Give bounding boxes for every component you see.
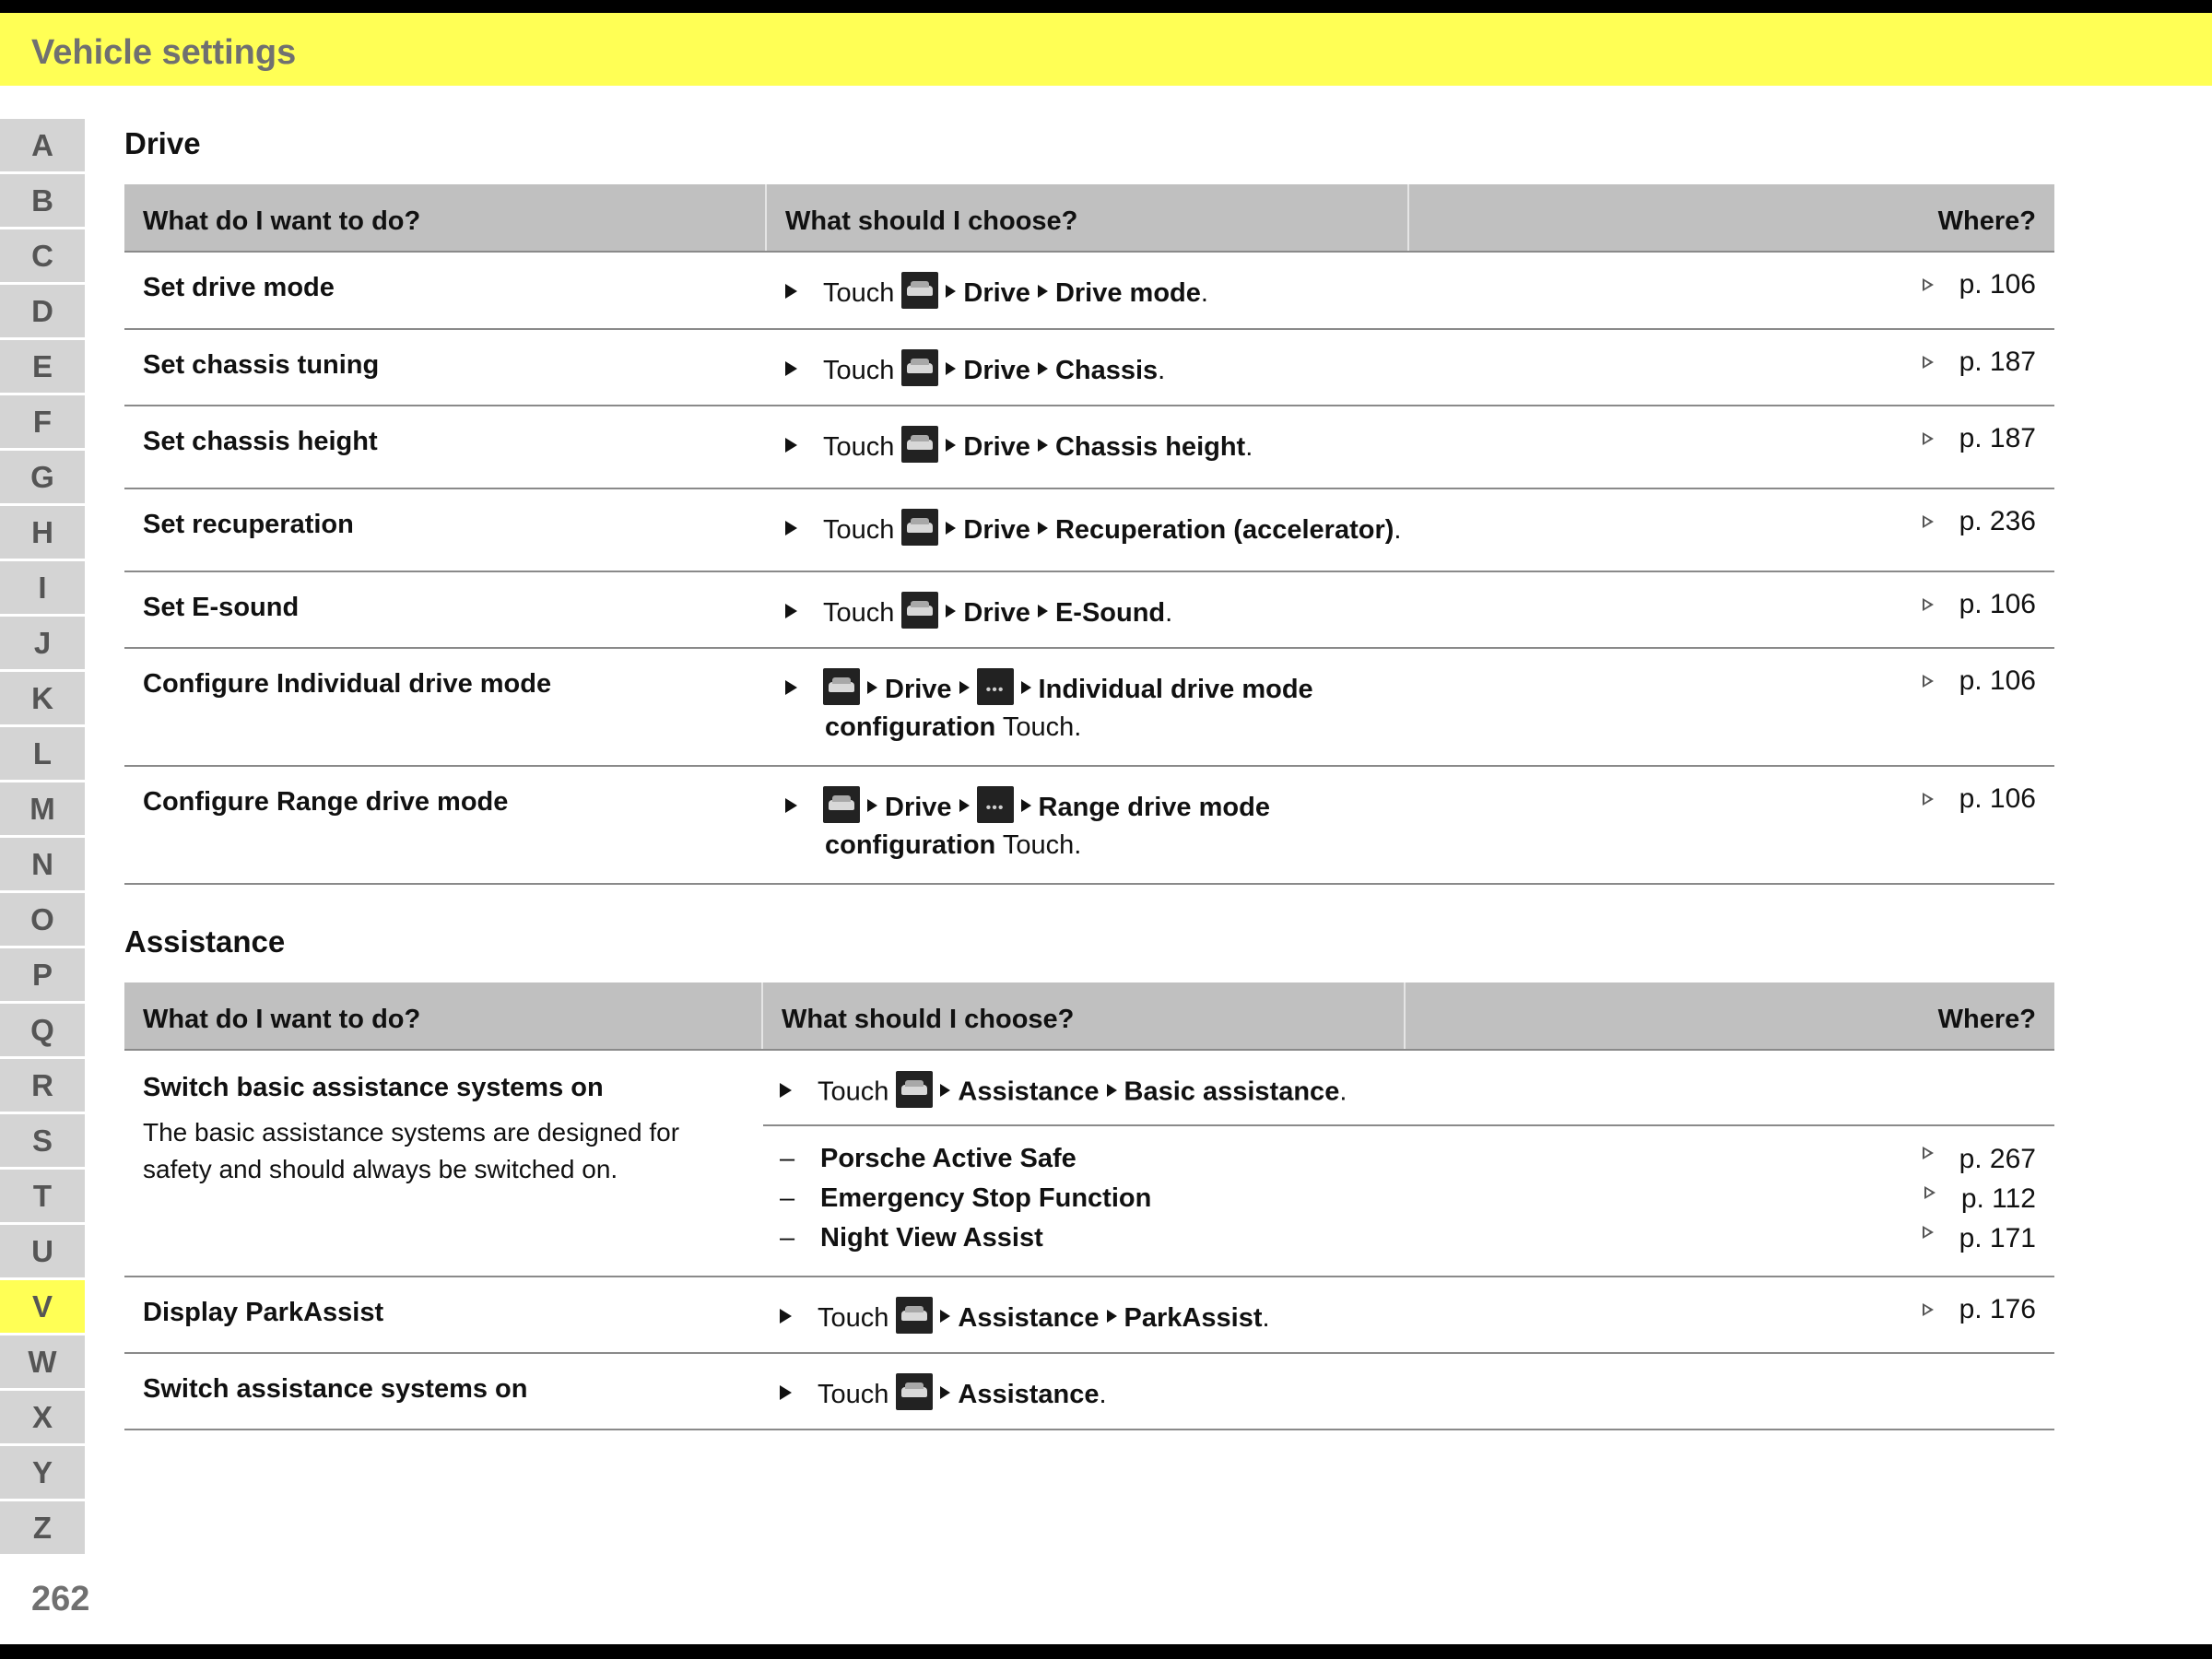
index-letter-i[interactable]: I bbox=[0, 561, 85, 614]
arrow-right-icon bbox=[959, 681, 970, 694]
index-letter-c[interactable]: C bbox=[0, 229, 85, 282]
table-row bbox=[124, 767, 2054, 885]
arrow-right-icon bbox=[1038, 522, 1048, 535]
page-reference-empty bbox=[1907, 1354, 2054, 1429]
column-header-where: Where? bbox=[1937, 1005, 2036, 1034]
arrow-right-icon bbox=[1107, 1084, 1117, 1097]
index-letter-n[interactable]: N bbox=[0, 838, 85, 890]
menu-item: Drive bbox=[963, 356, 1030, 385]
index-letter-l[interactable]: L bbox=[0, 727, 85, 780]
sub-items bbox=[763, 1126, 2054, 1258]
index-letter-y[interactable]: Y bbox=[0, 1446, 85, 1499]
table-row bbox=[124, 1051, 2054, 1277]
reference-arrow-icon bbox=[1923, 432, 1934, 445]
column-header-choose: What should I choose? bbox=[767, 184, 1409, 251]
car-menu-icon bbox=[901, 592, 938, 629]
reference-page: p. 171 bbox=[1959, 1222, 2036, 1253]
section-title-drive: Drive bbox=[124, 126, 201, 160]
list-item-label: Emergency Stop Function bbox=[820, 1183, 1152, 1213]
table-row bbox=[124, 406, 2054, 489]
step-marker-icon bbox=[780, 1309, 792, 1324]
target-item: Chassis bbox=[1054, 356, 1159, 385]
task-label: Set drive mode bbox=[143, 273, 335, 302]
reference-arrow-icon bbox=[1923, 1303, 1934, 1316]
step-marker-icon bbox=[780, 1083, 792, 1098]
task-label: Set chassis tuning bbox=[143, 350, 380, 380]
list-item bbox=[780, 1139, 2054, 1179]
task-description: The basic assistance systems are designed for safety and should always be switched on. bbox=[143, 1118, 680, 1183]
target-item: Range drive mode bbox=[1038, 793, 1270, 822]
step-marker-icon bbox=[785, 438, 797, 453]
target-item: Basic assistance bbox=[1124, 1077, 1340, 1107]
page-number: 262 bbox=[31, 1580, 90, 1618]
list-dash: – bbox=[780, 1223, 795, 1253]
index-letter-e[interactable]: E bbox=[0, 340, 85, 393]
touch-label: Touch bbox=[823, 356, 895, 385]
index-letter-x[interactable]: X bbox=[0, 1391, 85, 1443]
table-row bbox=[124, 1354, 2054, 1430]
step-marker-icon bbox=[785, 604, 797, 618]
action-label: Touch. bbox=[1002, 712, 1082, 743]
column-header-what: What do I want to do? bbox=[124, 982, 763, 1049]
more-options-icon bbox=[977, 786, 1014, 823]
sentence-end: . bbox=[1158, 356, 1166, 385]
page-reference[interactable] bbox=[1907, 406, 2054, 488]
index-letter-k[interactable]: K bbox=[0, 672, 85, 724]
task-label: Switch basic assistance systems on bbox=[143, 1073, 604, 1102]
menu-item: Drive bbox=[885, 675, 952, 704]
reference-page: p. 176 bbox=[1959, 1294, 2036, 1324]
arrow-right-icon bbox=[946, 439, 956, 452]
index-letter-t[interactable]: T bbox=[0, 1170, 85, 1222]
reference-arrow-icon bbox=[1923, 515, 1934, 528]
arrow-right-icon bbox=[946, 285, 956, 298]
assistance-table bbox=[124, 982, 2054, 1430]
step-marker-icon bbox=[785, 284, 797, 299]
instruction bbox=[767, 406, 1907, 488]
target-item: Chassis height bbox=[1054, 432, 1246, 462]
task-label: Set chassis height bbox=[143, 427, 378, 456]
arrow-right-icon bbox=[1107, 1310, 1117, 1323]
instruction bbox=[767, 253, 1907, 328]
manual-page bbox=[0, 13, 2212, 1644]
step-marker-icon bbox=[785, 680, 797, 695]
table-header bbox=[124, 982, 2054, 1051]
arrow-right-icon bbox=[1038, 439, 1048, 452]
reference-page: p. 267 bbox=[1959, 1143, 2036, 1174]
table-row bbox=[124, 489, 2054, 572]
car-menu-icon bbox=[901, 272, 938, 309]
alphabet-index bbox=[0, 119, 85, 1557]
index-letter-m[interactable]: M bbox=[0, 782, 85, 835]
car-menu-icon bbox=[896, 1297, 933, 1334]
task-label: Switch assistance systems on bbox=[143, 1374, 528, 1404]
reference-arrow-icon bbox=[1923, 793, 1934, 806]
reference-page: p. 236 bbox=[1959, 506, 2036, 536]
list-dash: – bbox=[780, 1144, 795, 1173]
touch-label: Touch bbox=[823, 432, 895, 462]
index-letter-j[interactable]: J bbox=[0, 617, 85, 669]
index-letter-w[interactable]: W bbox=[0, 1335, 85, 1388]
action-label: Touch. bbox=[1002, 830, 1082, 861]
touch-label: Touch bbox=[818, 1077, 889, 1107]
target-item: Drive mode bbox=[1054, 278, 1201, 308]
reference-page: p. 187 bbox=[1959, 347, 2036, 377]
page-title: Vehicle settings bbox=[31, 33, 297, 72]
touch-label: Touch bbox=[823, 598, 895, 628]
page-reference[interactable] bbox=[1907, 1277, 2054, 1352]
instruction bbox=[767, 330, 1907, 405]
index-letter-v-active[interactable]: V bbox=[0, 1280, 85, 1333]
reference-arrow-icon bbox=[1923, 278, 1934, 291]
car-menu-icon bbox=[823, 668, 860, 705]
list-item bbox=[780, 1179, 2054, 1218]
instruction bbox=[763, 1277, 1907, 1352]
arrow-right-icon bbox=[946, 362, 956, 375]
target-item-continued: configuration bbox=[825, 712, 996, 743]
menu-item: Assistance bbox=[958, 1303, 1100, 1333]
menu-item: Drive bbox=[963, 432, 1030, 462]
reference-arrow-icon bbox=[1923, 675, 1934, 688]
page-reference[interactable] bbox=[1907, 767, 2054, 883]
page-header bbox=[0, 13, 2212, 86]
car-menu-icon bbox=[901, 509, 938, 546]
task-label: Display ParkAssist bbox=[143, 1298, 384, 1327]
reference-arrow-icon bbox=[1923, 598, 1934, 611]
drive-table bbox=[124, 184, 2054, 885]
page-reference[interactable] bbox=[1923, 1144, 2054, 1175]
task-label: Set E-sound bbox=[143, 593, 300, 622]
index-letter-u[interactable]: U bbox=[0, 1225, 85, 1277]
step-marker-icon bbox=[780, 1385, 792, 1400]
car-menu-icon bbox=[901, 349, 938, 386]
menu-item: Drive bbox=[963, 515, 1030, 545]
step-marker-icon bbox=[785, 521, 797, 535]
arrow-right-icon bbox=[959, 799, 970, 812]
menu-item: Assistance bbox=[958, 1077, 1100, 1107]
index-letter-h[interactable]: H bbox=[0, 506, 85, 559]
table-header bbox=[124, 184, 2054, 253]
index-letter-r[interactable]: R bbox=[0, 1059, 85, 1112]
page-reference[interactable] bbox=[1924, 1183, 2054, 1215]
menu-item: Drive bbox=[963, 598, 1030, 628]
list-item-label: Night View Assist bbox=[820, 1223, 1043, 1253]
table-row bbox=[124, 253, 2054, 330]
arrow-right-icon bbox=[867, 681, 877, 694]
target-item: E-Sound bbox=[1054, 598, 1166, 628]
reference-page: p. 106 bbox=[1959, 783, 2036, 814]
arrow-right-icon bbox=[1021, 799, 1031, 812]
menu-item: Drive bbox=[963, 278, 1030, 308]
sentence-end: . bbox=[1262, 1303, 1270, 1333]
sentence-end: . bbox=[1245, 432, 1253, 462]
instruction bbox=[767, 572, 1907, 647]
index-letter-f[interactable]: F bbox=[0, 395, 85, 448]
sentence-end: . bbox=[1165, 598, 1173, 628]
instruction bbox=[763, 1354, 1907, 1429]
section-title-assistance: Assistance bbox=[124, 924, 286, 959]
touch-label: Touch bbox=[823, 278, 895, 308]
page-reference[interactable] bbox=[1907, 489, 2054, 571]
arrow-right-icon bbox=[867, 799, 877, 812]
task-label: Configure Individual drive mode bbox=[143, 669, 552, 699]
list-item-label: Porsche Active Safe bbox=[820, 1144, 1077, 1173]
reference-arrow-icon bbox=[1924, 1186, 1936, 1199]
index-letter-g[interactable]: G bbox=[0, 451, 85, 503]
menu-item: Assistance bbox=[958, 1380, 1100, 1409]
instruction-group bbox=[763, 1051, 2054, 1276]
touch-label: Touch bbox=[818, 1380, 889, 1409]
arrow-right-icon bbox=[940, 1084, 950, 1097]
step-marker-icon bbox=[785, 798, 797, 813]
target-item-continued: configuration bbox=[825, 830, 996, 861]
reference-page: p. 187 bbox=[1959, 423, 2036, 453]
reference-page: p. 112 bbox=[1960, 1182, 2036, 1214]
task-cell bbox=[124, 1051, 763, 1276]
menu-item: Drive bbox=[885, 793, 952, 822]
target-item: Individual drive mode bbox=[1038, 675, 1313, 704]
column-header-what: What do I want to do? bbox=[124, 184, 767, 251]
index-letter-b[interactable]: B bbox=[0, 174, 85, 227]
index-letter-d[interactable]: D bbox=[0, 285, 85, 337]
arrow-right-icon bbox=[1038, 362, 1048, 375]
arrow-right-icon bbox=[1038, 605, 1048, 618]
list-dash: – bbox=[780, 1183, 795, 1213]
arrow-right-icon bbox=[1021, 681, 1031, 694]
car-menu-icon bbox=[896, 1373, 933, 1410]
page-reference[interactable] bbox=[1923, 1223, 2054, 1254]
reference-page: p. 106 bbox=[1959, 665, 2036, 696]
arrow-right-icon bbox=[940, 1310, 950, 1323]
table-row bbox=[124, 1277, 2054, 1354]
arrow-right-icon bbox=[946, 605, 956, 618]
arrow-right-icon bbox=[940, 1386, 950, 1399]
step-marker-icon bbox=[785, 361, 797, 376]
table-row bbox=[124, 649, 2054, 767]
reference-page: p. 106 bbox=[1959, 589, 2036, 619]
sentence-end: . bbox=[1099, 1380, 1107, 1409]
index-letter-a[interactable]: A bbox=[0, 119, 85, 171]
touch-label: Touch bbox=[823, 515, 895, 545]
index-letter-s[interactable]: S bbox=[0, 1114, 85, 1167]
instruction bbox=[767, 489, 1907, 571]
table-row bbox=[124, 572, 2054, 649]
page-reference[interactable] bbox=[1907, 330, 2054, 405]
reference-arrow-icon bbox=[1923, 1226, 1934, 1239]
page-reference[interactable] bbox=[1907, 572, 2054, 647]
instruction bbox=[763, 1051, 2054, 1126]
list-item bbox=[780, 1218, 2054, 1258]
column-header-choose: What should I choose? bbox=[763, 982, 1406, 1049]
reference-page: p. 106 bbox=[1959, 269, 2036, 300]
index-letter-o[interactable]: O bbox=[0, 893, 85, 946]
reference-arrow-icon bbox=[1923, 356, 1934, 369]
index-letter-z[interactable]: Z bbox=[0, 1501, 85, 1554]
sentence-end: . bbox=[1339, 1077, 1347, 1107]
index-letter-q[interactable]: Q bbox=[0, 1004, 85, 1056]
target-item: ParkAssist bbox=[1124, 1303, 1263, 1333]
page-reference[interactable] bbox=[1907, 253, 2054, 328]
target-item: Recuperation (accelerator) bbox=[1054, 515, 1394, 545]
reference-arrow-icon bbox=[1923, 1147, 1934, 1159]
car-menu-icon bbox=[896, 1071, 933, 1108]
touch-label: Touch bbox=[818, 1303, 889, 1333]
car-menu-icon bbox=[901, 426, 938, 463]
table-row bbox=[124, 330, 2054, 406]
index-letter-p[interactable]: P bbox=[0, 948, 85, 1001]
page-reference[interactable] bbox=[1907, 649, 2054, 765]
instruction bbox=[767, 767, 1907, 883]
task-label: Configure Range drive mode bbox=[143, 787, 509, 817]
sentence-end: . bbox=[1394, 515, 1402, 545]
column-header-where: Where? bbox=[1937, 206, 2036, 236]
arrow-right-icon bbox=[946, 522, 956, 535]
sentence-end: . bbox=[1200, 278, 1208, 308]
car-menu-icon bbox=[823, 786, 860, 823]
task-label: Set recuperation bbox=[143, 510, 354, 539]
more-options-icon bbox=[977, 668, 1014, 705]
arrow-right-icon bbox=[1038, 285, 1048, 298]
instruction bbox=[767, 649, 1907, 765]
